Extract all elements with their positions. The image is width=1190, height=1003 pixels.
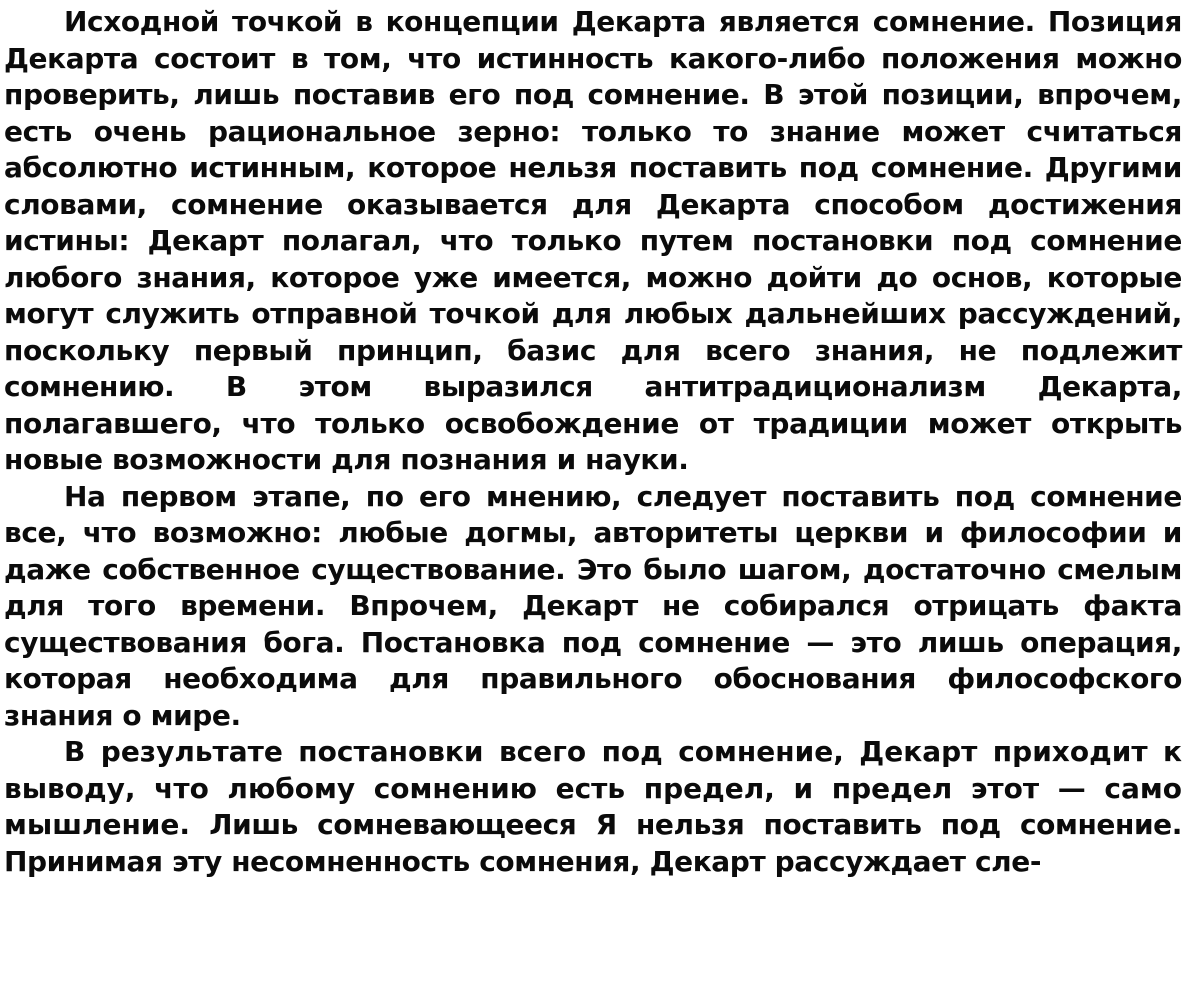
paragraph-1-body: Позиция Декарта состоит в том, что истинность какого-либо положения можно проверить, лишь поставив его под сомнение. В этой позиции, впрочем, есть очень рациональное зерно: только то знание может считаться абсолютно истинным, которое нельзя поставить под сомнение. Другими словами, сомнение оказывается для Декарта способом достижения истины: Декарт полагал, что только путем постановки под сомнение любого знания, которое уже имеется, можно дойти до основ, которые могут служить отправной точкой для любых дальнейших рассуждений, поскольку первый принцип, базис для всего знания, не подлежит сомнению. В этом выразился антитрадиционализм Декарта, полагавшего, что только освобождение от традиции может открыть новые возможности для познания и науки. bbox=[4, 5, 1182, 476]
paragraph-3 bbox=[4, 734, 1182, 880]
paragraph-2-body: На первом этапе, по его мнению, следует поставить под сомнение все, что возможно: любые догмы, авторитеты церкви и философии и даже собственное существование. Это было шагом, достаточно смелым для того времени. Впрочем, Декарт не собирался отрицать факта существования бога. Постановка под сомнение — это лишь операция, которая необходима для правильного обоснования философского знания о мире. bbox=[4, 479, 1182, 732]
paragraph-3-emphasis: В результате постановки всего под сомнение, Декарт приходит к выводу, что любому сомнению есть предел, и предел этот — само мышление. bbox=[4, 735, 1182, 841]
paragraph-2 bbox=[4, 479, 1182, 735]
paragraph-1-lead: Исходной точкой в концепции Декарта является сомнение. bbox=[64, 5, 1035, 38]
paragraph-3-body: Лишь сомневающееся Я нельзя поставить под сомнение. Принимая эту несомненность сомнения, Декарт рассуждает сле- bbox=[4, 808, 1182, 878]
paragraph-1 bbox=[4, 4, 1182, 479]
